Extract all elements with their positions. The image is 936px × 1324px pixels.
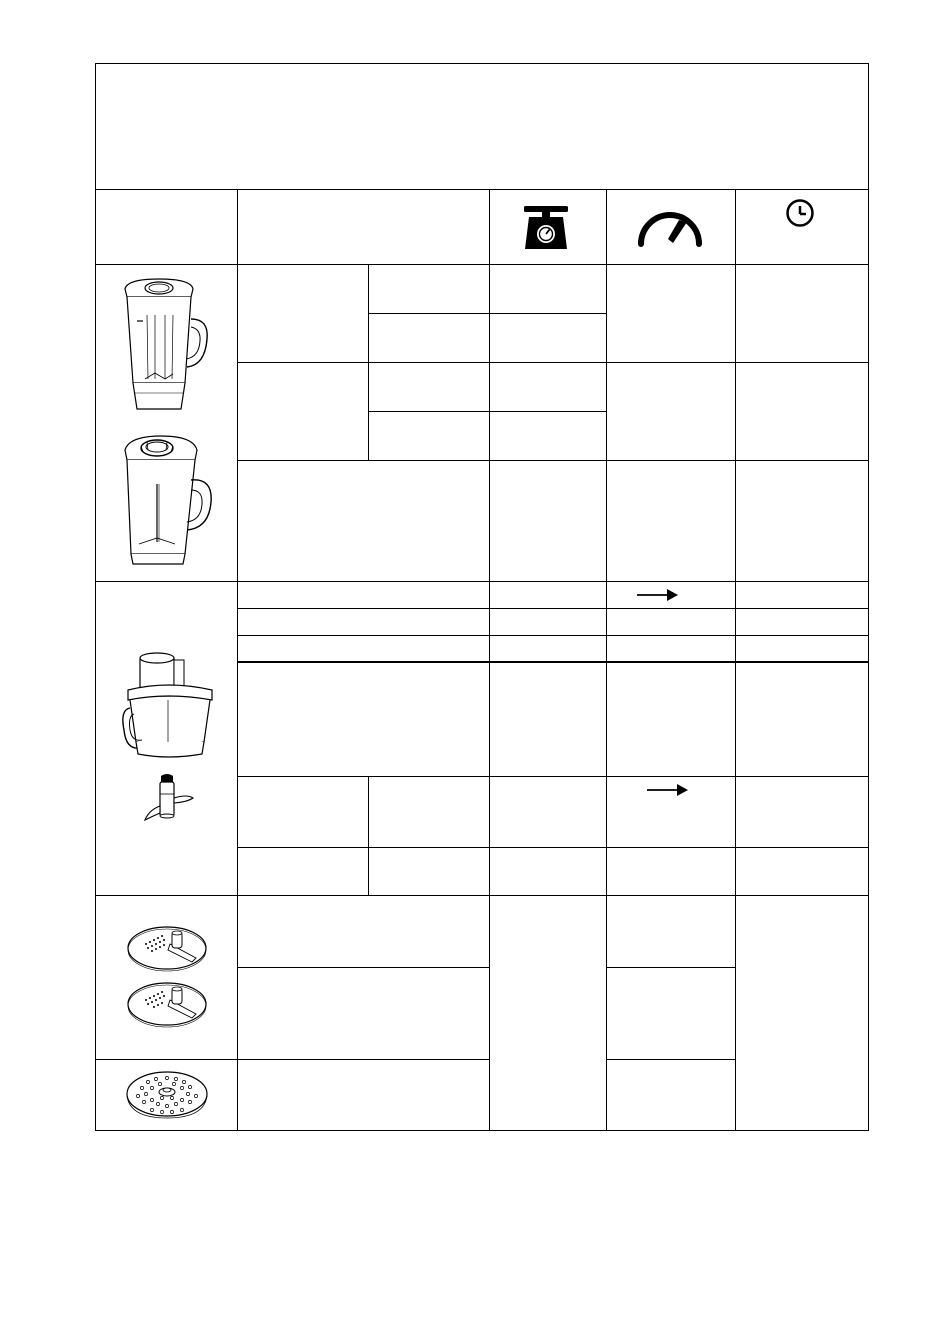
grid-line xyxy=(735,189,736,1130)
grid-line xyxy=(606,189,607,1130)
grid-line xyxy=(606,1059,735,1060)
slicing-disc-icon xyxy=(126,924,208,972)
speedometer-icon xyxy=(636,208,704,246)
grid-line xyxy=(95,581,868,582)
clock-icon xyxy=(785,198,815,228)
grid-line xyxy=(237,460,868,461)
grid-line xyxy=(237,635,868,636)
grid-line xyxy=(95,264,868,265)
blender-jug-icon xyxy=(113,430,215,570)
grid-line xyxy=(237,661,868,663)
grid-line xyxy=(95,189,868,190)
grid-line xyxy=(95,895,868,896)
grid-line xyxy=(489,189,490,1130)
settings-table xyxy=(95,63,869,1131)
slicing-disc-icon xyxy=(126,978,208,1028)
grid-line xyxy=(368,776,369,895)
grid-line xyxy=(237,189,238,1130)
grid-line xyxy=(237,362,868,363)
food-processor-bowl-icon xyxy=(120,650,220,762)
grid-line xyxy=(95,1059,490,1060)
kitchen-scale-icon xyxy=(523,205,569,251)
arrow-right-icon xyxy=(647,783,689,797)
grid-line xyxy=(368,264,369,460)
grid-line xyxy=(237,608,868,609)
grid-line xyxy=(606,967,735,968)
grid-line xyxy=(368,411,606,412)
grating-disc-icon xyxy=(124,1070,210,1122)
grid-line xyxy=(237,847,868,848)
grid-line xyxy=(368,313,606,314)
blender-jug-icon xyxy=(115,275,211,415)
chopping-blade-icon xyxy=(143,772,195,826)
grid-line xyxy=(237,776,868,777)
grid-line xyxy=(237,967,490,968)
arrow-right-icon xyxy=(637,588,679,602)
